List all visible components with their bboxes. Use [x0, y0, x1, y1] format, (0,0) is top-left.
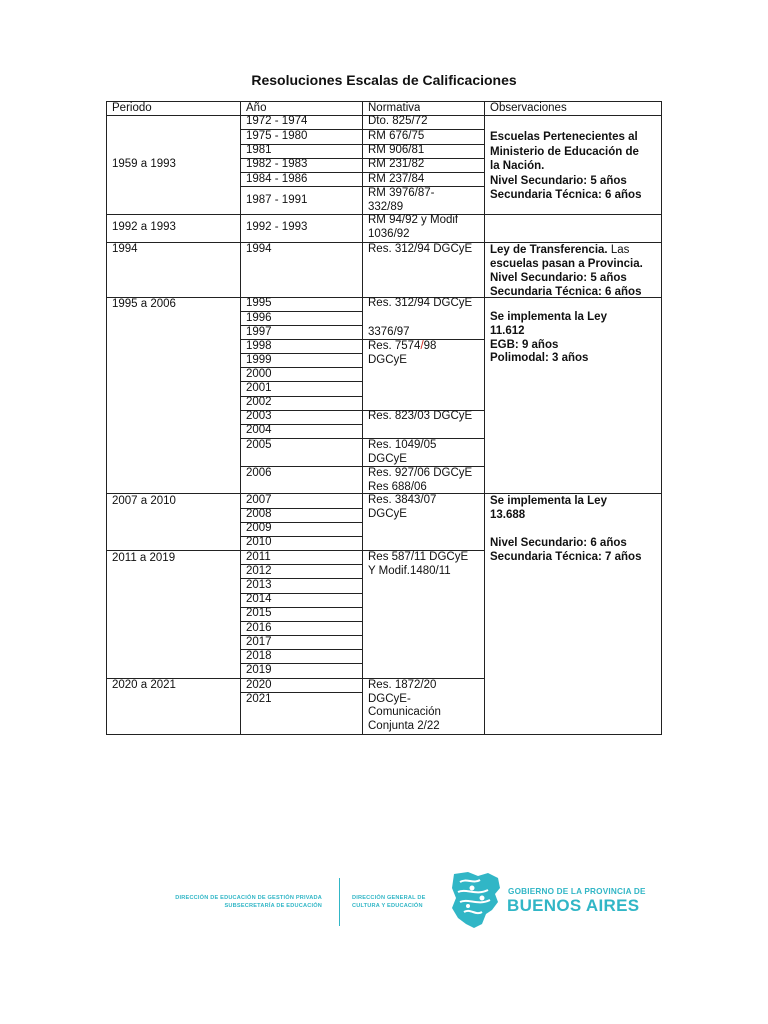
norm-line: 332/89	[368, 200, 404, 213]
province-map-icon	[448, 868, 504, 930]
year-cell: 2000	[246, 368, 272, 380]
footer-gobierno: GOBIERNO DE LA PROVINCIA DE	[508, 887, 646, 896]
year-cell: 1981	[246, 144, 272, 156]
footer-buenos-aires: BUENOS AIRES	[507, 896, 640, 915]
obs-line	[490, 243, 643, 257]
norm-line: Res. 1049/05	[368, 439, 437, 451]
year-cell: 1999	[246, 354, 272, 366]
norm-text: Res. 7574	[368, 340, 421, 352]
obs-line: Secundaria Técnica: 6 años	[490, 189, 642, 201]
year-cell: 1995	[246, 297, 272, 309]
footer	[0, 860, 768, 940]
norm-line: 1036/92	[368, 227, 410, 240]
obs-line: EGB: 9 años	[490, 338, 559, 351]
norm-line: DGCyE	[368, 452, 407, 465]
obs-line: Secundaria Técnica: 6 años	[490, 286, 642, 298]
norm-line: Res. 1872/20	[368, 679, 437, 691]
obs-bold-text: Ley de Transferencia.	[490, 244, 608, 256]
period-cell: 1992 a 1993	[112, 221, 176, 233]
norm-line: Res. 3843/07	[368, 494, 437, 506]
year-cell: 1982 - 1983	[246, 158, 308, 170]
norm-cell: Res. 312/94 DGCyE	[368, 297, 473, 309]
obs-line: Se implementa la Ley	[490, 311, 607, 323]
year-cell: 2013	[246, 579, 272, 591]
table-border-right	[661, 101, 662, 735]
norm-line: DGCyE	[368, 507, 407, 520]
year-cell: 2005	[246, 439, 272, 451]
observation-cell	[485, 243, 643, 299]
year-cell: 2011	[246, 551, 271, 563]
period-cell: 2020 a 2021	[112, 679, 176, 691]
year-cell: 2009	[246, 522, 272, 534]
obs-line: Escuelas Pertenecientes al	[490, 131, 638, 143]
norm-cell	[363, 439, 436, 466]
header-ano: Año	[246, 102, 267, 114]
year-cell: 2004	[246, 424, 272, 436]
year-cell: 2017	[246, 636, 272, 648]
norm-cell	[363, 187, 434, 214]
obs-line: Se implementa la Ley	[490, 495, 607, 507]
red-slash: /	[420, 340, 424, 352]
year-cell: 1984 - 1986	[246, 173, 308, 185]
obs-spacer	[490, 522, 641, 536]
norm-cell: RM 676/75	[368, 130, 425, 142]
header-periodo: Periodo	[112, 102, 152, 114]
period-cell: 1995 a 2006	[112, 298, 176, 310]
year-cell: 2002	[246, 396, 272, 408]
obs-line: la Nación.	[490, 160, 545, 172]
year-cell: 1997	[246, 326, 272, 338]
year-cell: 1994	[246, 243, 272, 255]
year-cell: 1992 - 1993	[246, 221, 308, 233]
norm-line: Comunicación	[368, 706, 441, 718]
norm-cell: Res. 312/94 DGCyE	[368, 243, 473, 255]
header-normativa: Normativa	[368, 102, 421, 114]
norm-cell: RM 231/82	[368, 158, 425, 170]
year-cell: 2001	[246, 382, 272, 394]
obs-line: 13.688	[490, 509, 526, 521]
year-cell: 2010	[246, 536, 272, 548]
observation-cell	[485, 494, 641, 564]
period-cell: 2007 a 2010	[112, 495, 176, 507]
year-cell: 2012	[246, 565, 272, 577]
year-cell: 2008	[246, 508, 272, 520]
obs-line: escuelas pasan a Provincia.	[490, 258, 643, 270]
norm-cell	[363, 551, 468, 578]
period-cell: 1959 a 1993	[112, 158, 176, 170]
year-cell: 2015	[246, 607, 272, 619]
footer-direccion-general	[352, 894, 426, 910]
year-cell: 2014	[246, 593, 272, 605]
norm-cell	[363, 214, 458, 241]
period-cell: 2011 a 2019	[112, 552, 176, 564]
norm-line: Conjunta 2/22	[368, 719, 440, 732]
norm-line: Res 688/06	[368, 480, 427, 493]
obs-line: Secundaria Técnica: 7 años	[490, 551, 642, 563]
observation-cell	[485, 311, 607, 366]
table-border-bottom	[106, 734, 662, 735]
year-cell: 2018	[246, 650, 272, 662]
footer-mid-line1: DIRECCIÓN GENERAL DE	[352, 895, 426, 901]
obs-line: Polimodal: 3 años	[490, 352, 589, 365]
norm-line: DGCyE-	[368, 692, 411, 705]
norm-line	[368, 340, 436, 354]
footer-separator	[339, 878, 340, 926]
norm-cell: Res. 823/03 DGCyE	[368, 410, 473, 422]
period-cell: 1994	[112, 243, 138, 255]
year-cell: 2003	[246, 410, 272, 422]
obs-line: Nivel Secundario: 6 años	[490, 537, 627, 549]
norm-cell: RM 237/84	[368, 173, 425, 185]
document-title: Resoluciones Escalas de Calificaciones	[251, 72, 517, 88]
norm-line: Res 587/11 DGCyE	[368, 551, 469, 563]
norm-cell: RM 906/81	[368, 144, 425, 156]
norm-line: Y Modif.1480/11	[368, 564, 451, 577]
year-cell: 1972 - 1974	[246, 115, 308, 127]
norm-cell	[363, 467, 472, 494]
year-cell: 1998	[246, 340, 272, 352]
norm-cell	[363, 494, 436, 521]
obs-line: Nivel Secundario: 5 años	[490, 174, 627, 187]
observation-cell	[485, 130, 641, 203]
norm-cell	[363, 340, 436, 367]
norm-cell: 3376/97	[368, 326, 410, 338]
norm-text: 98	[423, 340, 437, 352]
year-cell: 2007	[246, 494, 272, 506]
obs-line: 11.612	[490, 324, 525, 337]
obs-normal-text: Las	[607, 244, 630, 256]
obs-line: Ministerio de Educación de	[490, 145, 639, 158]
footer-left-line1: DIRECCIÓN DE EDUCACIÓN DE GESTIÓN PRIVADA	[175, 895, 322, 901]
year-cell: 2020	[246, 679, 272, 691]
year-cell: 2021	[246, 693, 272, 705]
table-border-left	[106, 101, 107, 735]
norm-cell	[363, 679, 441, 733]
norm-cell: Dto. 825/72	[368, 115, 428, 127]
year-cell: 2019	[246, 664, 272, 676]
footer-left-line2: SUBSECRETARÍA DE EDUCACIÓN	[224, 903, 322, 909]
norm-line: RM 94/92 y Modif	[368, 214, 459, 226]
norm-line: DGCyE	[368, 353, 407, 366]
header-observaciones: Observaciones	[490, 102, 567, 114]
footer-direccion-privada	[175, 894, 322, 910]
year-cell: 1987 - 1991	[246, 194, 308, 206]
obs-line: Nivel Secundario: 5 años	[490, 272, 627, 284]
year-cell: 2006	[246, 467, 272, 479]
norm-line: RM 3976/87-	[368, 187, 435, 199]
footer-mid-line2: CULTURA Y EDUCACIÓN	[352, 903, 423, 909]
year-cell: 1996	[246, 312, 272, 324]
year-cell: 1975 - 1980	[246, 130, 308, 142]
year-cell: 2016	[246, 622, 272, 634]
norm-line: Res. 927/06 DGCyE	[368, 467, 473, 479]
